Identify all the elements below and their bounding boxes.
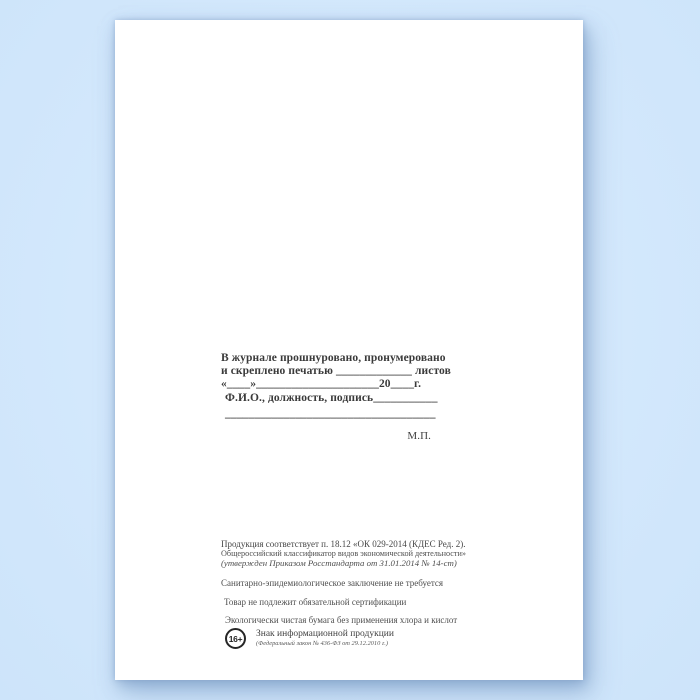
age-rating-mark: [225, 628, 394, 649]
stamp-line-sheets: и скреплено печатью _____________ листов: [221, 365, 451, 378]
stamp-line-blank: ____________________________________: [225, 407, 436, 420]
compliance-classifier-line: Общероссийский классификатор видов экономической деятельности»: [221, 549, 466, 558]
sanitary-conclusion-line: Санитарно-эпидемиологическое заключение не требуется: [221, 578, 444, 588]
stamp-certification-block: [221, 352, 451, 443]
stamp-line-name-signature: Ф.И.О., должность, подпись___________: [225, 391, 438, 404]
age-mark-law-reference: (Федеральный закон № 436-ФЗ от 29.12.2010 г.): [256, 640, 389, 647]
stamp-line-date: «____»_____________________20____г.: [221, 378, 422, 391]
stamp-place-abbreviation: М.П.: [407, 430, 431, 443]
age-mark-title: Знак информационной продукции: [256, 629, 394, 639]
compliance-standard-line: Продукция соответствует п. 18.12 «ОК 029-2014 (КДЕС Ред. 2).: [221, 539, 466, 549]
compliance-decree-line: (утвержден Приказом Росстандарта от 31.01.2014 № 14-ст): [221, 558, 457, 568]
age-16-plus-icon: 16+: [225, 628, 246, 649]
certification-line: Товар не подлежит обязательной сертификации: [224, 597, 407, 607]
ecology-line: Экологически чистая бумага без применения хлора и кислот: [225, 615, 458, 625]
document-page: [115, 20, 583, 680]
age-mark-text: [256, 628, 394, 647]
stamp-line-bound: В журнале прошнуровано, пронумеровано: [221, 352, 446, 364]
